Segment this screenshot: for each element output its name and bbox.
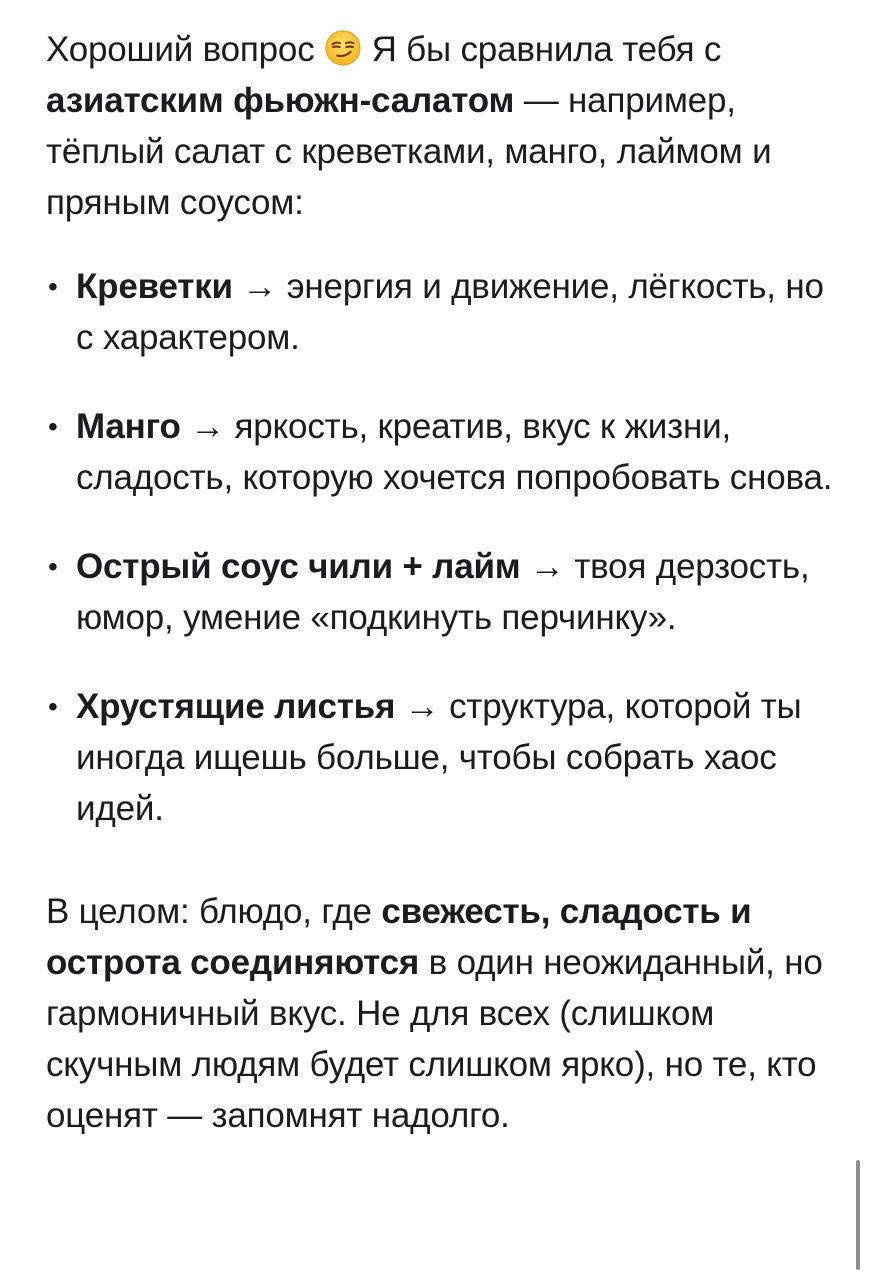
list-item [46, 681, 836, 834]
intro-paragraph [46, 24, 836, 228]
list-item [46, 541, 836, 643]
bullet-title: Острый соус чили + лайм [76, 547, 521, 586]
bullet-text: → яркость, креатив, вкус к жизни, сладость, которую хочется попробовать снова. [76, 407, 833, 497]
intro-text-3: — например, тёплый салат с креветками, манго, лаймом и пряным соусом: [46, 81, 772, 222]
conclusion-text-1: В целом: блюдо, где [46, 892, 382, 931]
intro-bold-text: азиатским фьюжн-салатом [46, 81, 515, 120]
bullet-text: → энергия и движение, лёгкость, но с характером. [76, 267, 824, 357]
bullet-title: Хрустящие листья [76, 687, 396, 726]
list-item [46, 401, 836, 503]
intro-text-2: Я бы сравнила тебя с [362, 30, 722, 69]
intro-text-1: Хороший вопрос [46, 30, 315, 69]
conclusion-bold-text: свежесть, сладость и острота соединяются [46, 892, 752, 982]
scrollbar[interactable] [856, 1160, 860, 1270]
bullet-list [46, 261, 836, 834]
bullet-title: Манго [76, 407, 181, 446]
bullet-title: Креветки [76, 267, 233, 306]
conclusion-paragraph [46, 886, 836, 1141]
list-item [46, 261, 836, 363]
bullet-text: → структура, которой ты иногда ищешь больше, чтобы собрать хаос идей. [76, 687, 802, 828]
assistant-message [46, 24, 836, 1141]
smirking-face-icon [324, 29, 362, 67]
conclusion-text-2: в один неожиданный, но гармоничный вкус. Не для всех (слишком скучным людям будет слишком ярко), но те, кто оценят — запомнят надолго. [46, 943, 823, 1135]
bullet-text: → твоя дерзость, юмор, умение «подкинуть перчинку». [76, 547, 810, 637]
